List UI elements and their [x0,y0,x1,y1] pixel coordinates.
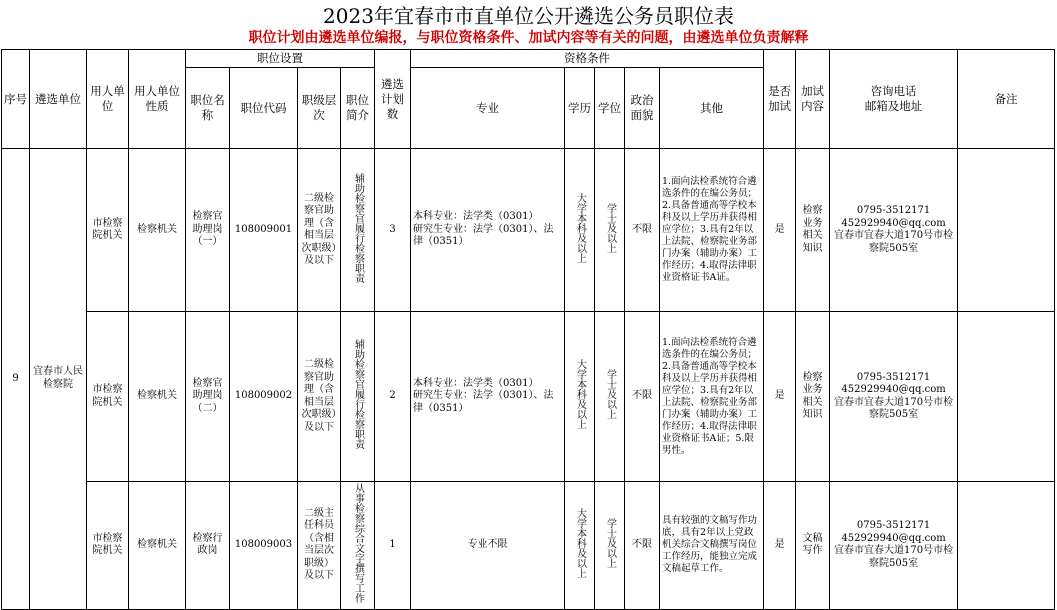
header-contact: 咨询电话 邮箱及地址 [830,50,958,149]
header-other: 其他 [660,68,764,149]
plan-cell: 2 [375,312,411,482]
employer-cell: 市检察院机关 [87,312,129,482]
header-exam: 是否加试 [764,50,796,149]
political-cell: 不限 [625,312,660,482]
contact-address: 宜春市宜春大道170号市检察院505室 [834,230,954,254]
intro-cell [341,149,375,312]
exam-content-cell: 检察业务相关知识 [796,312,830,482]
edu-cell [565,482,595,610]
header-degree: 学位 [595,68,625,149]
pos-code-cell: 108009003 [230,482,298,610]
intro-cell [341,312,375,482]
page-subtitle: 职位计划由遴选单位编报，与职位资格条件、加试内容等有关的问题，由遴选单位负责解释 [248,30,809,46]
header-position-group: 职位设置 [186,50,375,68]
edu-text: 大学本科及以上 [574,508,586,578]
header-edu: 学历 [565,68,595,149]
edu-cell [565,312,595,482]
contact-phone: 0795-3512171 [856,520,931,532]
employer-cell: 市检察院机关 [87,482,129,610]
pos-name-cell: 检察行政岗 [186,482,230,610]
exam-cell: 是 [764,149,796,312]
table-row [2,312,1055,482]
contact-address: 宜春市宜春大道170号市检察院505室 [834,396,954,420]
header-pos-code: 职位代码 [230,68,298,149]
unit-cell: 宜春市人民检察院 [30,149,87,610]
contact-address: 宜春市宜春大道170号市检察院505室 [834,545,954,569]
political-cell: 不限 [625,482,660,610]
header-major: 专业 [411,68,565,149]
contact-email: 452929940@qq.com [841,384,946,395]
header-plan: 遴选计划数 [375,50,411,149]
remark-cell [958,482,1055,610]
header-seq: 序号 [2,50,30,149]
nature-cell: 检察机关 [129,149,186,312]
contact-cell [830,482,958,610]
level-cell: 二级检察官助理（含相当层次职级）及以下 [298,312,341,482]
exam-cell: 是 [764,312,796,482]
exam-cell: 是 [764,482,796,610]
intro-text: 辅助检察官履行检察职责 [352,172,364,283]
other-cell: 1.面向法检系统符合遴选条件的在编公务员；2.具备普通高等学校本科及以上学历并获得相应学位；3.具有2年以上法院、检察院业务部门办案（辅助办案）工作经历；4.取得法律职业资格证书A证；5.限男性。 [660,312,764,482]
political-cell: 不限 [625,149,660,312]
intro-cell [341,482,375,610]
degree-text: 学士及以上 [604,518,616,568]
intro-text: 辅助检察官履行检察职责 [352,339,364,450]
pos-code-cell: 108009001 [230,149,298,312]
degree-text: 学士及以上 [604,369,616,420]
header-political: 政治面貌 [625,68,660,149]
position-table [1,49,1055,610]
page-title: 2023年宜春市市直单位公开遴选公务员职位表 [323,4,734,28]
level-cell: 二级主任科员（含相当层次职级）及以下 [298,482,341,610]
employer-cell: 市检察院机关 [87,149,129,312]
plan-cell: 3 [375,149,411,312]
table-row [2,482,1055,610]
header-unit: 遴选单位 [30,50,87,149]
edu-text: 大学本科及以上 [574,359,586,430]
contact-email: 452929940@qq.com [841,532,946,544]
seq-cell: 9 [2,149,30,610]
header-intro: 职位简介 [341,68,375,149]
remark-cell [958,149,1055,312]
major-cell: 专业不限 [411,482,565,610]
level-cell: 二级检察官助理（含相当层次职级）及以下 [298,149,341,312]
contact-cell [830,149,958,312]
header-qual-group: 资格条件 [411,50,764,68]
degree-text: 学士及以上 [604,202,616,253]
header-level: 职级层次 [298,68,341,149]
table-row [2,149,1055,312]
header-exam-content: 加试内容 [796,50,830,149]
pos-code-cell: 108009002 [230,312,298,482]
edu-cell [565,149,595,312]
header-employer: 用人单位 [87,50,129,149]
degree-cell [595,149,625,312]
contact-phone: 0795-3512171 [856,205,931,216]
remark-cell [958,312,1055,482]
major-cell: 本科专业：法学类（0301） 研究生专业：法学（0301）、法律（0351） [411,149,565,312]
header-nature: 用人单位性质 [129,50,186,149]
nature-cell: 检察机关 [129,482,186,610]
contact-phone: 0795-3512171 [856,371,931,383]
pos-name-cell: 检察官助理岗（一） [186,149,230,312]
header-remark: 备注 [958,50,1055,149]
contact-cell [830,312,958,482]
degree-cell [595,482,625,610]
pos-name-cell: 检察官助理岗（二） [186,312,230,482]
plan-cell: 1 [375,482,411,610]
contact-email: 452929940@qq.com [841,217,946,229]
nature-cell: 检察机关 [129,312,186,482]
exam-content-cell: 文稿写作 [796,482,830,610]
major-cell: 本科专业：法学类（0301） 研究生专业：法学（0301）、法律（0351） [411,312,565,482]
edu-text: 大学本科及以上 [574,192,586,263]
degree-cell [595,312,625,482]
intro-text: 从事检察综合文字撰写工作 [352,483,364,603]
exam-content-cell: 检察业务相关知识 [796,149,830,312]
other-cell: 具有较强的文稿写作功底，具有2年以上党政机关综合文稿撰写岗位工作经历，能独立完成文稿起草工作。 [660,482,764,610]
other-cell: 1.面向法检系统符合遴选条件的在编公务员；2.具备普通高等学校本科及以上学历并获得相应学位；3.具有2年以上法院、检察院业务部门办案（辅助办案）工作经历；4.取得法律职业资格证书A证。 [660,149,764,312]
header-pos-name: 职位名称 [186,68,230,149]
